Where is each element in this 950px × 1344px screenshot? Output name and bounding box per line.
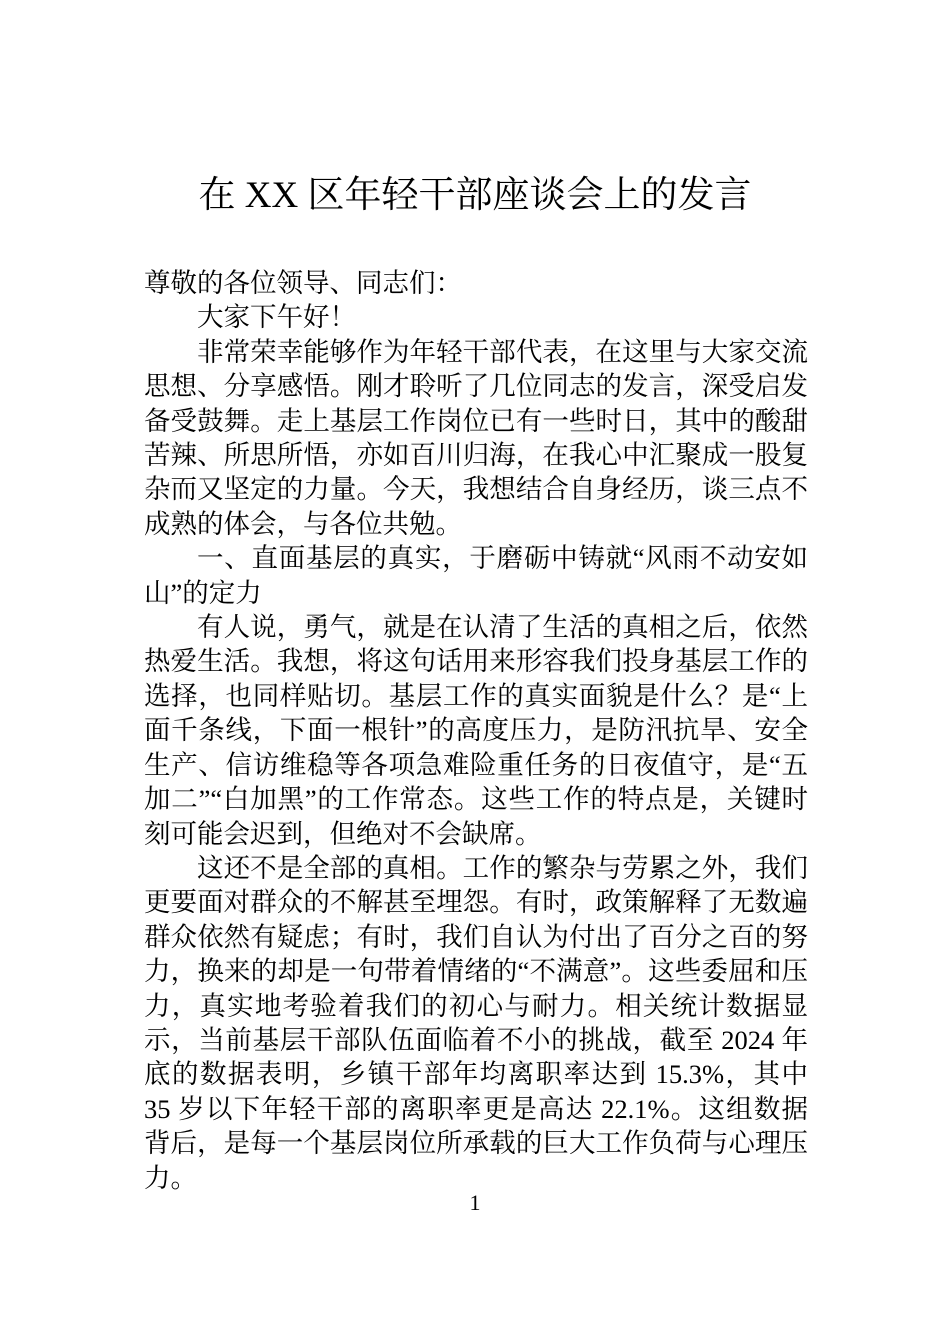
document-body bbox=[144, 266, 808, 1195]
paragraph-section-1: 有人说，勇气，就是在认清了生活的真相之后，依然热爱生活。我想，将这句话用来形容我们投身基层工作的选择，也同样贴切。基层工作的真实面貌是什么？是“上面千条线，下面一根针”的高度压力，是防汛抗旱、安全生产、信访维稳等各项急难险重任务的日夜值守，是“五加二”“白加黑”的工作常态。这些工作的特点是，关键时刻可能会迟到，但绝对不会缺席。 bbox=[144, 612, 808, 849]
section-heading-1: 一、直面基层的真实，于磨砺中铸就“风雨不动安如山”的定力 bbox=[144, 543, 808, 608]
salutation: 尊敬的各位领导、同志们： bbox=[144, 268, 462, 298]
paragraph-section-1-statistics: 这还不是全部的真相。工作的繁杂与劳累之外，我们更要面对群众的不解甚至埋怨。有时，政策解释了无数遍群众依然有疑虑；有时，我们自认为付出了百分之百的努力，换来的却是一句带着情绪的“不满意”。这些委屈和压力，真实地考验着我们的初心与耐力。相关统计数据显示，当前基层干部队伍面临着不小的挑战，截至 2024 年底的数据表明，乡镇干部年均离职率达到 15.3%，其中 35 岁以下年轻干部的离职率更是高达 22.1%。这组数据背后，是每一个基层岗位所承载的巨大工作负荷与心理压力。 bbox=[144, 852, 808, 1193]
document-title: 在 XX 区年轻干部座谈会上的发言 bbox=[198, 175, 752, 216]
greeting: 大家下午好！ bbox=[197, 302, 356, 333]
paragraph-opening: 非常荣幸能够作为年轻干部代表，在这里与大家交流思想、分享感悟。刚才聆听了几位同志的发言，深受启发备受鼓舞。走上基层工作岗位已有一些时日，其中的酸甜苦辣、所思所悟，亦如百川归海，在我心中汇聚成一股复杂而又坚定的力量。今天，我想结合自身经历，谈三点不成熟的体会，与各位共勉。 bbox=[144, 336, 808, 539]
page-number: 1 bbox=[469, 1190, 481, 1215]
